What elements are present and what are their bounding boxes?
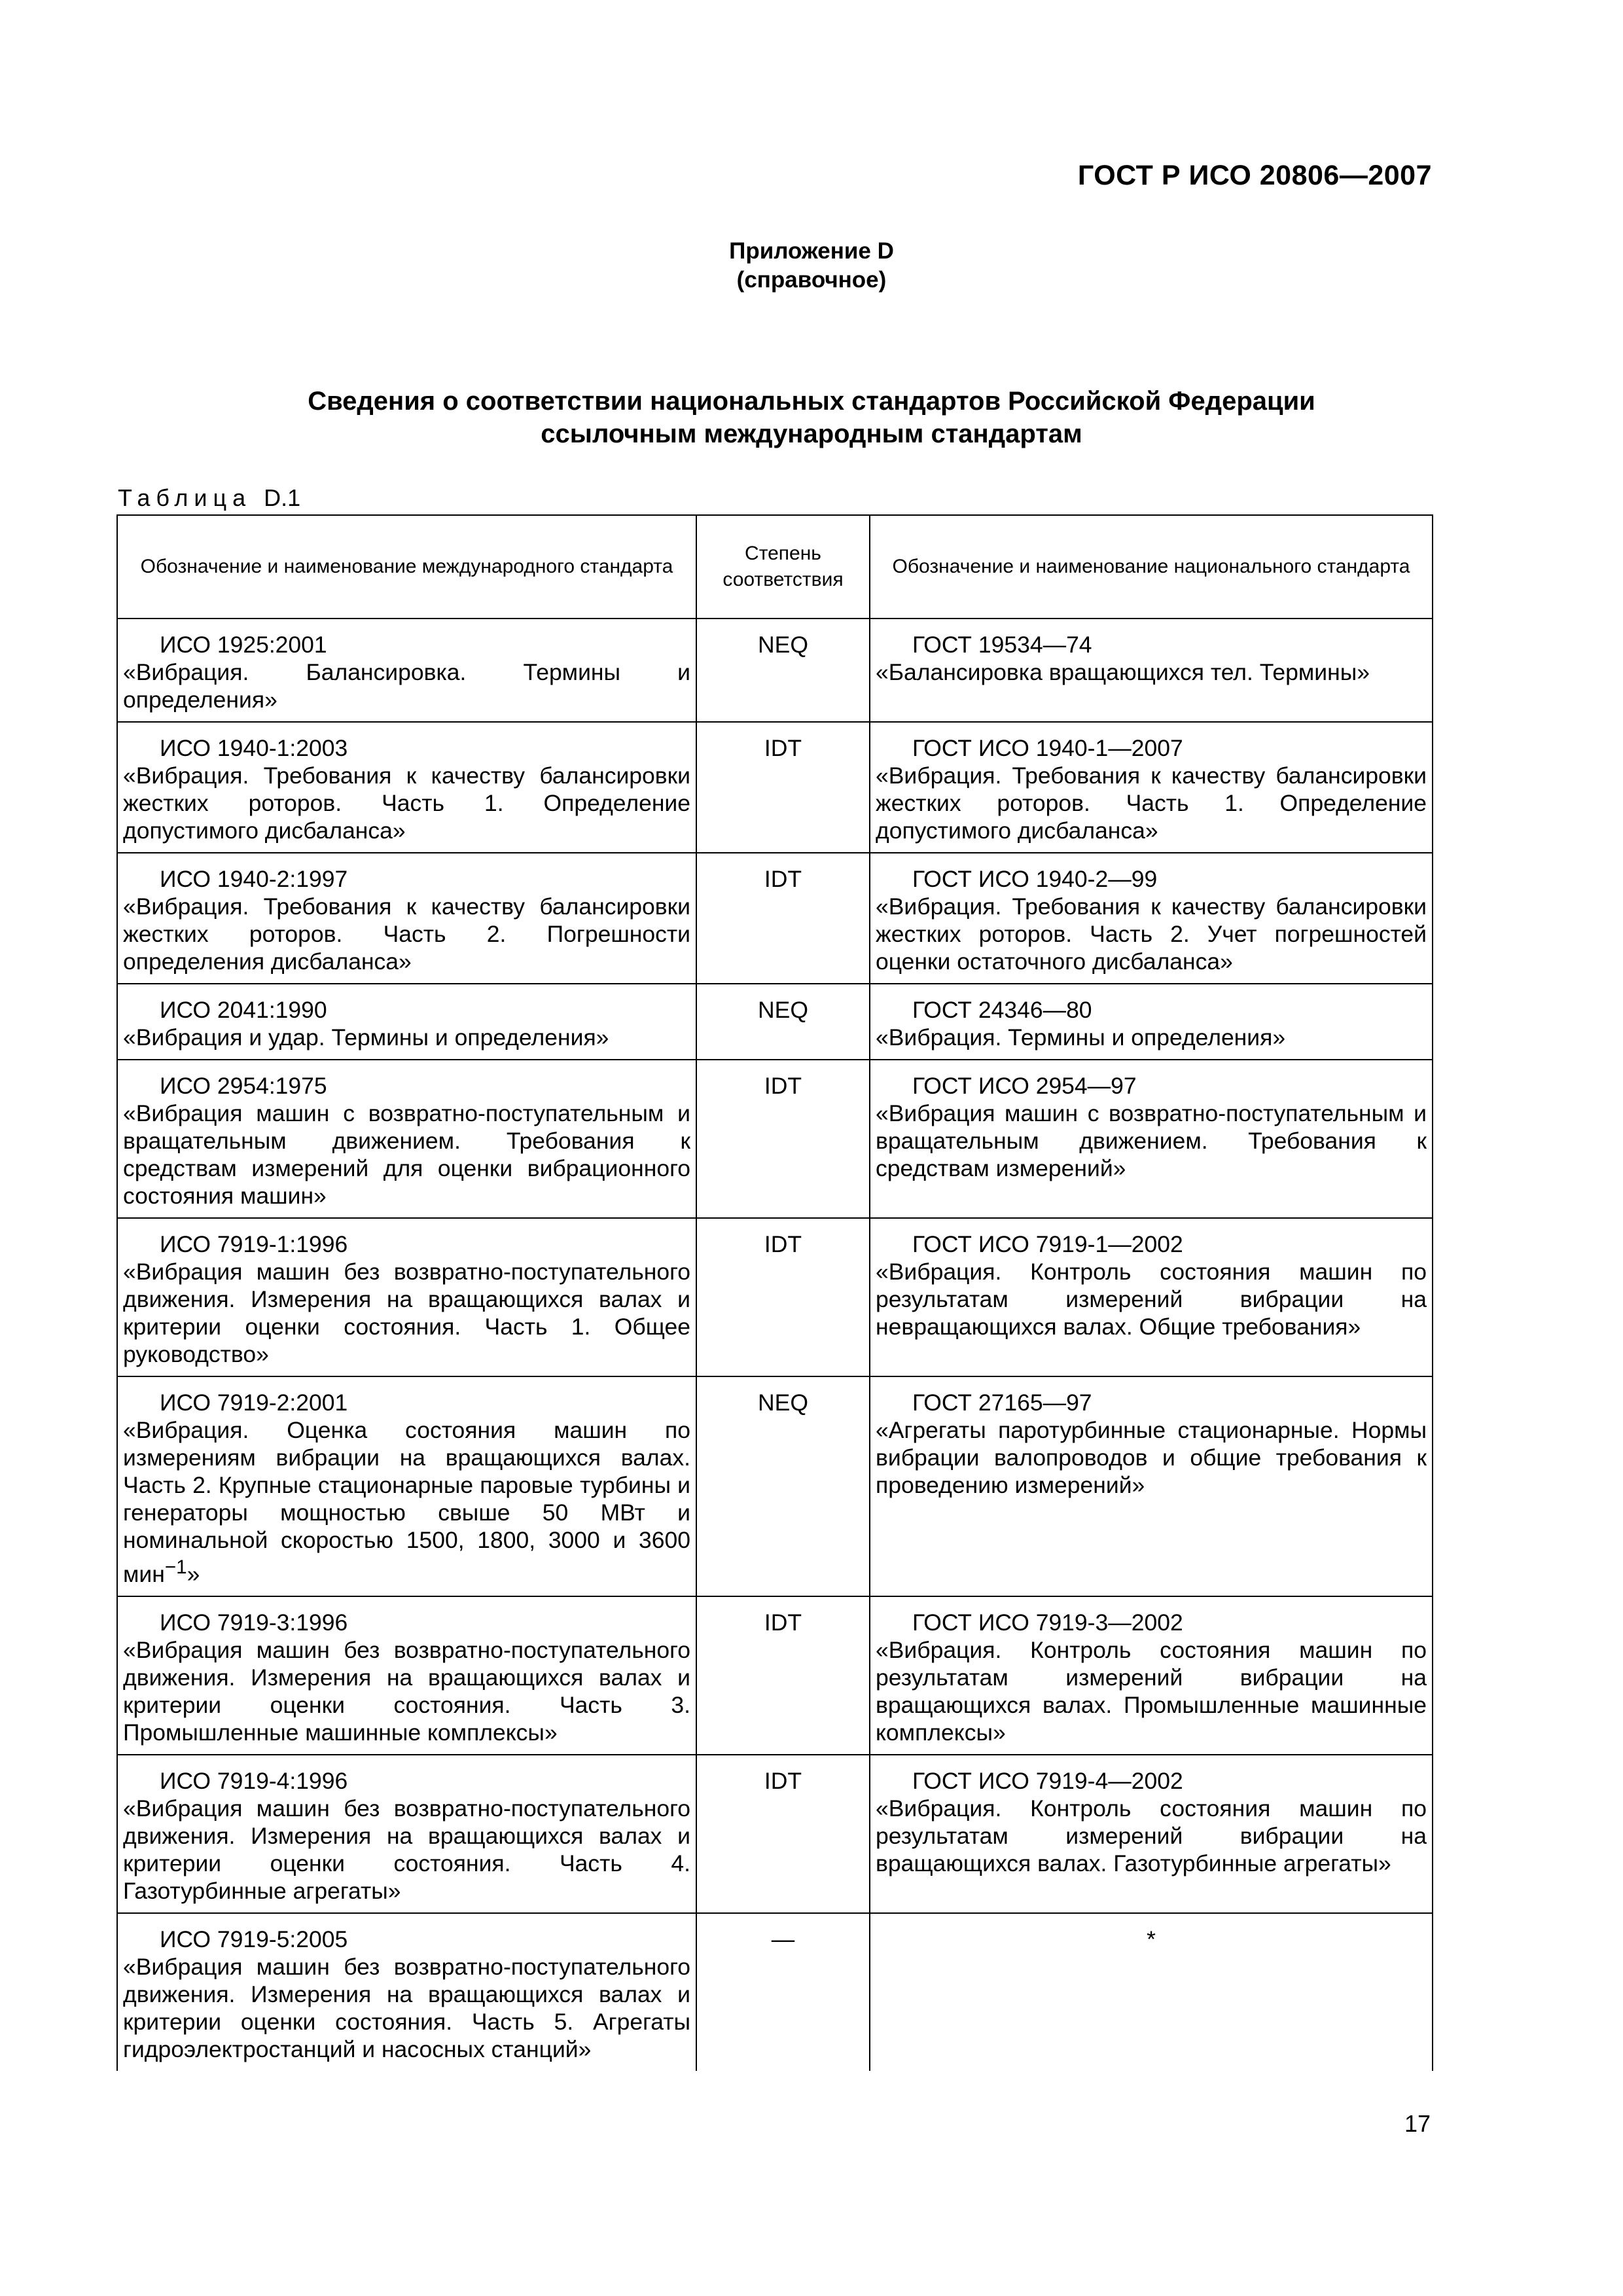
footnote-asterisk: * [1147, 1926, 1156, 1952]
intl-standard-cell [117, 1596, 696, 1755]
intl-standard-name-text: «Вибрация. Оценка состояния машин по измерениям вибрации на вращающихся валах. Часть 2. Крупные стационарные паровые турбины и генераторы мощностью свыше 50 МВт и номинальной скоростью 1500, 1800, 3000 и 3600 мин [123, 1417, 690, 1587]
national-standard-name: «Вибрация машин с возвратно-поступательным и вращательным движением. Требования к средствам измерений» [876, 1100, 1427, 1181]
degree-cell: IDT [696, 1755, 870, 1913]
degree-cell: — [696, 1913, 870, 2071]
section-title-line-2: ссылочным международным стандартам [541, 420, 1082, 448]
appendix-subtitle: (справочное) [736, 267, 887, 293]
national-standard-code: ГОСТ ИСО 7919-1—2002 [912, 1231, 1183, 1257]
header-international-standard: Обозначение и наименование международного стандарта [117, 515, 696, 619]
intl-standard-cell [117, 1060, 696, 1218]
intl-standard-cell [117, 1913, 696, 2071]
national-standard-code: ГОСТ ИСО 7919-3—2002 [912, 1609, 1183, 1636]
national-standard-cell [870, 1755, 1433, 1913]
national-standard-code: ГОСТ ИСО 1940-2—99 [912, 866, 1158, 892]
standards-table [116, 514, 1433, 2071]
table-header-row [117, 515, 1433, 619]
page-number: 17 [1404, 2110, 1431, 2137]
table-row [117, 1060, 1433, 1218]
table-row [117, 1596, 1433, 1755]
intl-standard-cell [117, 1755, 696, 1913]
national-standard-cell [870, 1913, 1433, 2071]
appendix-title: Приложение D [729, 238, 894, 264]
degree-cell: IDT [696, 1596, 870, 1755]
intl-standard-cell [117, 619, 696, 722]
section-title-line-1: Сведения о соответствии национальных стандартов Российской Федерации [308, 387, 1315, 416]
national-standard-cell [870, 1376, 1433, 1596]
national-standard-name: «Балансировка вращающихся тел. Термины» [876, 659, 1370, 685]
header-degree-of-correspondence: Степень соответствия [696, 515, 870, 619]
intl-standard-code: ИСО 7919-3:1996 [160, 1609, 348, 1636]
intl-standard-name [123, 1416, 690, 1588]
intl-standard-name: «Вибрация. Балансировка. Термины и определения» [123, 659, 690, 713]
national-standard-cell [870, 853, 1433, 984]
intl-standard-code: ИСО 1925:2001 [160, 632, 327, 658]
degree-cell: IDT [696, 722, 870, 853]
table-row [117, 984, 1433, 1060]
national-standard-cell [870, 1596, 1433, 1755]
intl-standard-code: ИСО 7919-5:2005 [160, 1926, 348, 1952]
national-standard-cell [870, 1218, 1433, 1376]
superscript-exponent: −1 [164, 1556, 187, 1578]
national-standard-name: «Вибрация. Контроль состояния машин по результатам измерений вибрации на вращающихся валах. Промышленные машинные комплексы» [876, 1636, 1427, 1746]
intl-standard-name: «Вибрация. Требования к качеству балансировки жестких роторов. Часть 2. Погрешности определения дисбаланса» [123, 893, 690, 975]
table-row [117, 1913, 1433, 2071]
degree-cell: IDT [696, 1060, 870, 1218]
section-title [0, 385, 1623, 450]
intl-standard-code: ИСО 2041:1990 [160, 997, 327, 1023]
national-standard-code: ГОСТ ИСО 2954—97 [912, 1073, 1137, 1099]
national-standard-code: ГОСТ ИСО 7919-4—2002 [912, 1767, 1183, 1794]
intl-standard-cell [117, 853, 696, 984]
intl-standard-name: «Вибрация машин без возвратно-поступательного движения. Измерения на вращающихся валах и критерии оценки состояния. Часть 5. Агрегаты гидроэлектростанций и насосных станций» [123, 1953, 690, 2062]
document-header-id: ГОСТ Р ИСО 20806—2007 [1077, 160, 1432, 191]
national-standard-cell [870, 619, 1433, 722]
national-standard-cell [870, 1060, 1433, 1218]
national-standard-cell [870, 984, 1433, 1060]
national-standard-name: «Вибрация. Контроль состояния машин по результатам измерений вибрации на вращающихся валах. Газотурбинные агрегаты» [876, 1795, 1427, 1876]
table-caption-label: Таблица [118, 484, 252, 511]
national-standard-name: «Агрегаты паротурбинные стационарные. Нормы вибрации валопроводов и общие требования к проведению измерений» [876, 1417, 1427, 1498]
intl-standard-cell [117, 722, 696, 853]
national-standard-code: ГОСТ ИСО 1940-1—2007 [912, 735, 1183, 761]
table-row [117, 853, 1433, 984]
intl-standard-code: ИСО 1940-1:2003 [160, 735, 348, 761]
intl-standard-name: «Вибрация машин без возвратно-поступательного движения. Измерения на вращающихся валах и критерии оценки состояния. Часть 1. Общее руководство» [123, 1259, 690, 1367]
intl-standard-name: «Вибрация. Требования к качеству балансировки жестких роторов. Часть 1. Определение допустимого дисбаланса» [123, 762, 690, 844]
table-row [117, 1755, 1433, 1913]
appendix-heading [0, 237, 1623, 295]
intl-standard-cell [117, 984, 696, 1060]
intl-standard-code: ИСО 7919-2:2001 [160, 1390, 348, 1416]
table-row [117, 1376, 1433, 1596]
intl-standard-code: ИСО 7919-4:1996 [160, 1767, 348, 1794]
national-standard-name: «Вибрация. Требования к качеству балансировки жестких роторов. Часть 2. Учет погрешностей оценки остаточного дисбаланса» [876, 893, 1427, 975]
national-standard-code: ГОСТ 24346—80 [912, 997, 1092, 1023]
national-standard-cell [870, 722, 1433, 853]
intl-standard-code: ИСО 7919-1:1996 [160, 1231, 348, 1257]
intl-standard-code: ИСО 1940-2:1997 [160, 866, 348, 892]
intl-standard-name: «Вибрация машин без возвратно-поступательного движения. Измерения на вращающихся валах и критерии оценки состояния. Часть 4. Газотурбинные агрегаты» [123, 1795, 690, 1904]
intl-standard-name: «Вибрация машин с возвратно-поступательным и вращательным движением. Требования к средствам измерений для оценки вибрационного состояния машин» [123, 1100, 690, 1209]
intl-standard-cell [117, 1218, 696, 1376]
table-row [117, 722, 1433, 853]
national-standard-name: «Вибрация. Контроль состояния машин по результатам измерений вибрации на невращающихся валах. Общие требования» [876, 1259, 1427, 1340]
intl-standard-cell [117, 1376, 696, 1596]
degree-cell: IDT [696, 1218, 870, 1376]
table-row [117, 1218, 1433, 1376]
national-standard-name: «Вибрация. Термины и определения» [876, 1024, 1286, 1050]
national-standard-code: ГОСТ 19534—74 [912, 632, 1092, 658]
header-national-standard: Обозначение и наименование национального стандарта [870, 515, 1433, 619]
national-standard-name: «Вибрация. Требования к качеству балансировки жестких роторов. Часть 1. Определение допустимого дисбаланса» [876, 762, 1427, 844]
table-caption-number: D.1 [264, 484, 301, 511]
degree-cell: IDT [696, 853, 870, 984]
intl-standard-code: ИСО 2954:1975 [160, 1073, 327, 1099]
table-caption [118, 484, 300, 512]
degree-cell: NEQ [696, 1376, 870, 1596]
intl-standard-name: «Вибрация машин без возвратно-поступательного движения. Измерения на вращающихся валах и критерии оценки состояния. Часть 3. Промышленные машинные комплексы» [123, 1636, 690, 1746]
degree-cell: NEQ [696, 619, 870, 722]
national-standard-code: ГОСТ 27165—97 [912, 1390, 1092, 1416]
intl-standard-name: «Вибрация и удар. Термины и определения» [123, 1024, 609, 1050]
degree-cell: NEQ [696, 984, 870, 1060]
table-row [117, 619, 1433, 722]
closing-quote: » [187, 1560, 200, 1587]
